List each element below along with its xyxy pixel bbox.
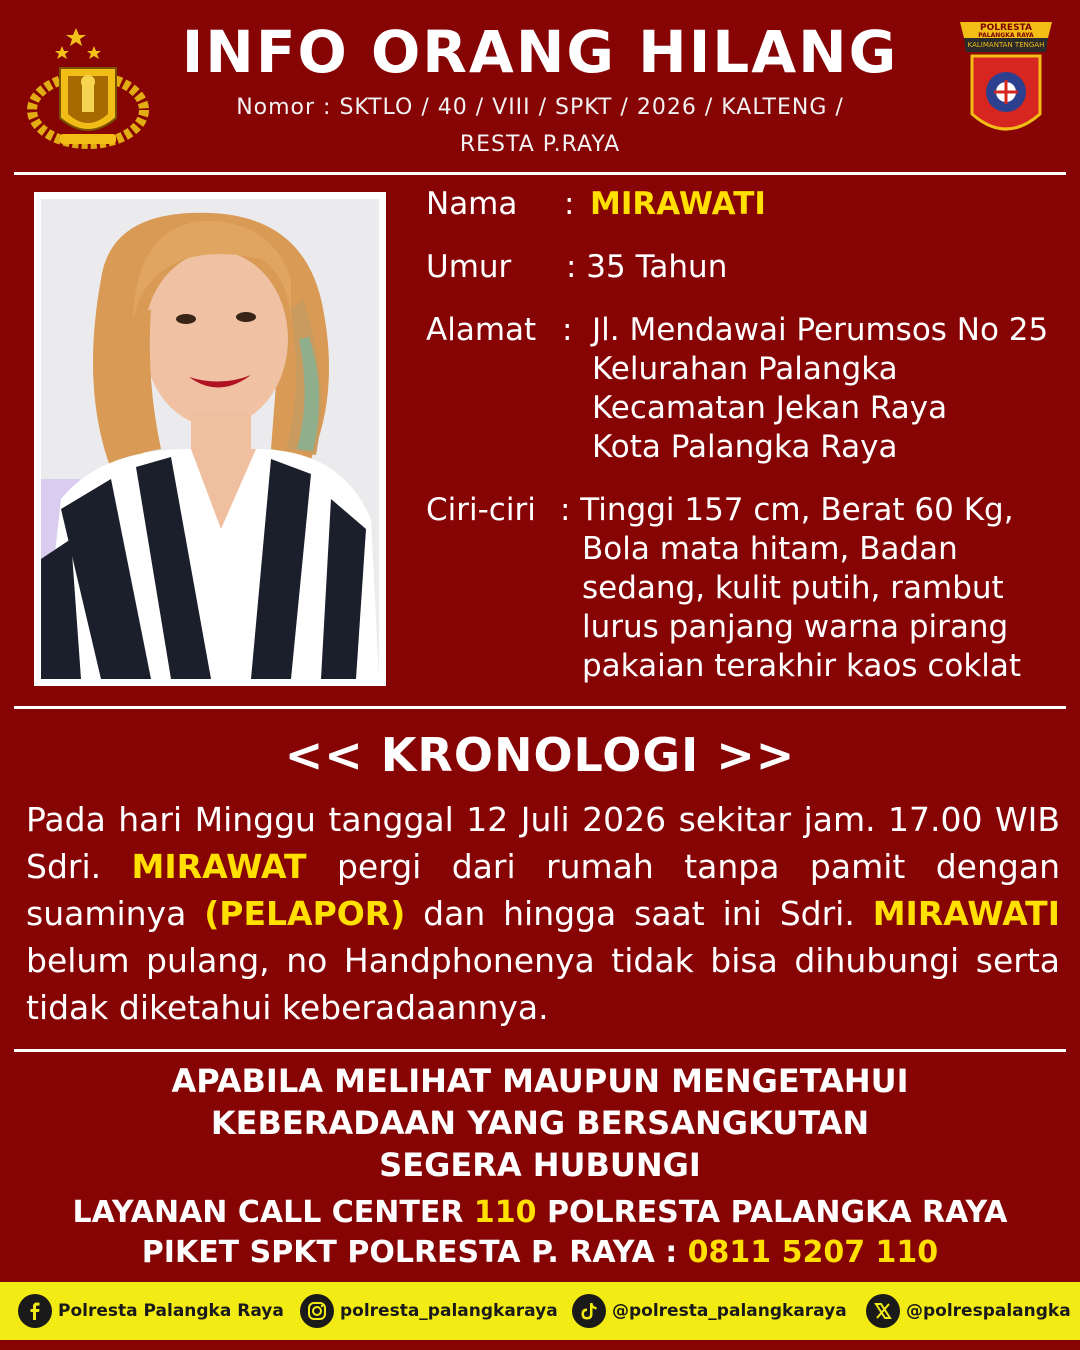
page-title: INFO ORANG HILANG xyxy=(181,18,899,86)
document-number-line1: Nomor : SKTLO / 40 / VIII / SPKT / 2026 / KALTENG / xyxy=(236,95,844,120)
facebook-icon xyxy=(18,1294,52,1328)
ciri-line: sedang, kulit putih, rambut xyxy=(582,570,1004,606)
social-instagram[interactable] xyxy=(300,1292,558,1330)
missing-person-photo xyxy=(34,192,386,686)
social-x[interactable] xyxy=(866,1292,1071,1330)
divider-middle xyxy=(14,706,1066,709)
kronologi-text: Pada hari Minggu tanggal 12 Juli 2026 sekitar jam. 17.00 WIB Sdri. xyxy=(26,800,1060,886)
kronologi-title: << KRONOLOGI >> xyxy=(284,728,796,782)
alamat-line: Jl. Mendawai Perumsos No 25 xyxy=(592,312,1049,348)
piket-line xyxy=(0,1232,1080,1274)
cta-line1: APABILA MELIHAT MAUPUN MENGETAHUI xyxy=(171,1062,909,1100)
alamat-separator: : xyxy=(562,312,573,348)
badge-text-kalteng: KALIMANTAN TENGAH xyxy=(967,41,1045,49)
kronologi-body xyxy=(26,796,1060,1031)
social-media-bar xyxy=(0,1282,1080,1340)
social-tiktok[interactable] xyxy=(572,1292,847,1330)
badge-text-palangka-raya: PALANGKA RAYA xyxy=(978,32,1034,39)
kronologi-name-highlight: MIRAWAT xyxy=(131,847,307,886)
ciri-label: Ciri-ciri xyxy=(426,492,536,528)
nama-separator: : xyxy=(564,186,575,222)
piket-phone-number: 0811 5207 110 xyxy=(687,1235,939,1270)
social-facebook[interactable] xyxy=(18,1292,284,1330)
kronologi-text: belum pulang, no Handphonenya tidak bisa dihubungi serta tidak diketahui keberadaannya. xyxy=(26,941,1060,1027)
umur-value: : 35 Tahun xyxy=(566,249,728,285)
alamat-line: Kecamatan Jekan Raya xyxy=(592,390,948,426)
piket-label: PIKET SPKT POLRESTA P. RAYA : xyxy=(141,1235,688,1270)
kronologi-text: pergi dari rumah tanpa pamit dengan suaminya xyxy=(26,847,1060,933)
divider-bottom xyxy=(14,1049,1066,1052)
cta-line2: KEBERADAAN YANG BERSANGKUTAN xyxy=(210,1104,870,1142)
cta-line3: SEGERA HUBUNGI xyxy=(379,1146,701,1184)
ciri-line: lurus panjang warna pirang xyxy=(582,609,1009,645)
nama-label: Nama xyxy=(426,186,518,222)
document-number-line2: RESTA P.RAYA xyxy=(459,132,621,157)
polresta-badge-logo xyxy=(956,18,1056,146)
call-center-number: 110 xyxy=(473,1195,537,1230)
instagram-handle: polresta_palangkaraya xyxy=(340,1301,558,1321)
divider-top xyxy=(14,172,1066,175)
ciri-line: Bola mata hitam, Badan xyxy=(582,531,958,567)
ciri-first-line: : Tinggi 157 cm, Berat 60 Kg, xyxy=(560,492,1014,528)
kronologi-text: dan hingga saat ini Sdri. xyxy=(405,894,873,933)
call-center-agency: POLRESTA PALANGKA RAYA xyxy=(536,1195,1008,1230)
alamat-line: Kelurahan Palangka xyxy=(592,351,898,387)
kronologi-name-highlight: MIRAWATI xyxy=(872,894,1060,933)
badge-text-polresta: POLRESTA xyxy=(980,23,1032,33)
ciri-line: pakaian terakhir kaos coklat xyxy=(582,648,1022,684)
call-center-label: LAYANAN CALL CENTER xyxy=(72,1195,474,1230)
umur-label: Umur xyxy=(426,249,512,285)
facebook-handle: Polresta Palangka Raya xyxy=(58,1301,284,1321)
call-center-line xyxy=(0,1192,1080,1234)
kronologi-pelapor-highlight: (PELAPOR) xyxy=(204,894,406,933)
instagram-icon xyxy=(300,1294,334,1328)
tiktok-icon xyxy=(572,1294,606,1328)
x-icon xyxy=(866,1294,900,1328)
alamat-label: Alamat xyxy=(426,312,537,348)
alamat-line: Kota Palangka Raya xyxy=(592,429,898,465)
tiktok-handle: @polresta_palangkaraya xyxy=(612,1301,847,1321)
x-handle: @polrespalangka xyxy=(906,1301,1071,1321)
nama-value: MIRAWATI xyxy=(590,186,766,222)
